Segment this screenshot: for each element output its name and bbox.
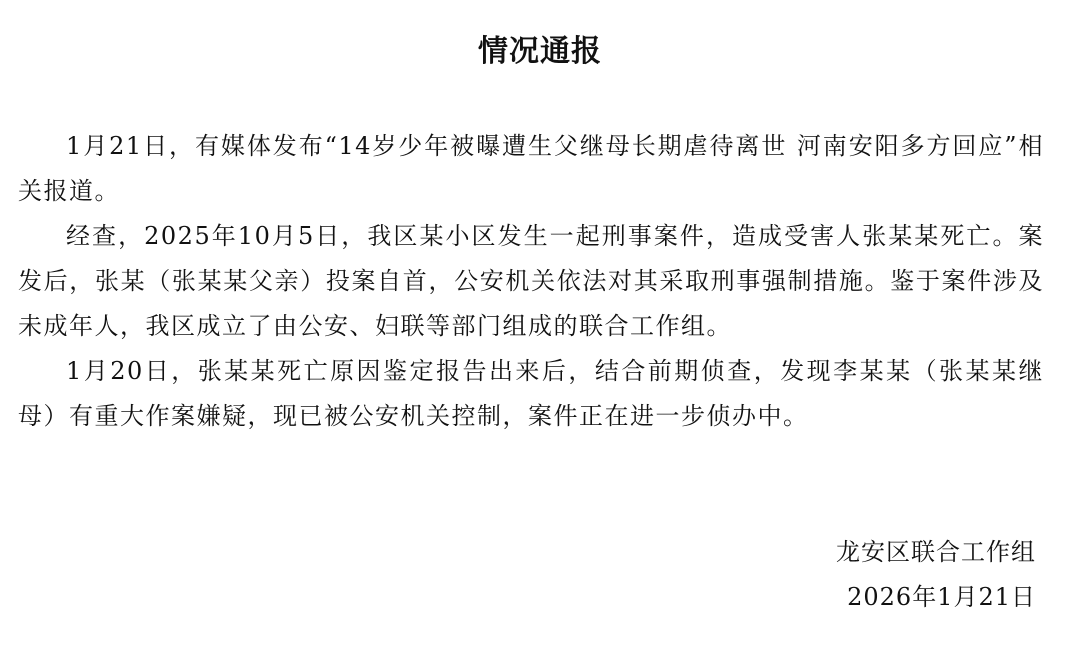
paragraph-investigation: 经查，2025年10月5日，我区某小区发生一起刑事案件，造成受害人张某某死亡。案发后，张某（张某某父亲）投案自首，公安机关依法对其采取刑事强制措施。鉴于案件涉及未成年人，我区成立了由公安、妇联等部门组成的联合工作组。 xyxy=(18,222,1044,340)
signature-date: 2026年1月21日 xyxy=(847,583,1036,611)
paragraph-suspect: 1月20日，张某某死亡原因鉴定报告出来后，结合前期侦查，发现李某某（张某某继母）有重大作案嫌疑，现已被公安机关控制，案件正在进一步侦办中。 xyxy=(18,357,1044,430)
paragraph-media-report: 1月21日，有媒体发布“14岁少年被曝遭生父继母长期虐待离世 河南安阳多方回应”相关报道。 xyxy=(18,132,1044,205)
signature-organization: 龙安区联合工作组 xyxy=(836,538,1036,566)
signature-block xyxy=(836,530,1036,620)
notice-title: 情况通报 xyxy=(478,34,602,69)
notice-body xyxy=(18,124,1044,439)
